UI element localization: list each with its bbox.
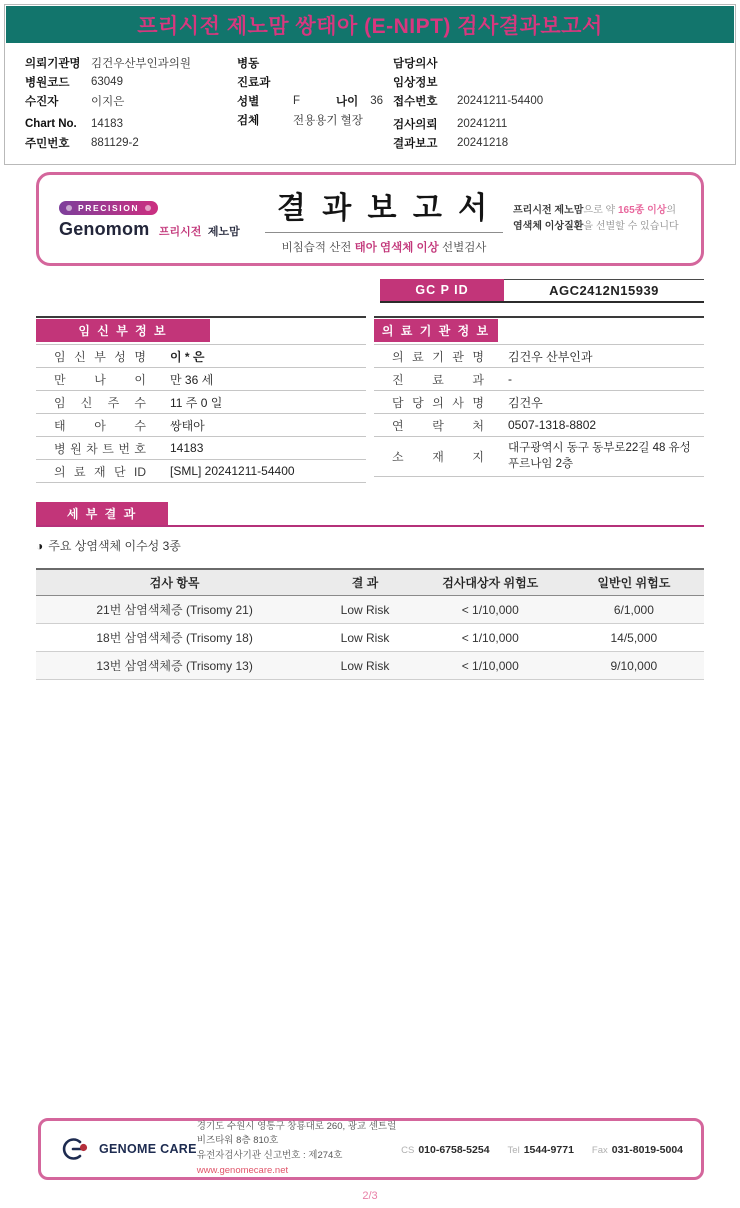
field-clinical-info: 임상정보 xyxy=(393,76,438,89)
field-specimen: 검체 전용용기 혈장 xyxy=(237,114,363,127)
service-tagline: 프리시전 제노맘으로 약 165종 이상의 염색체 이상질환을 선별할 수 있습니다 xyxy=(513,205,679,232)
clinic-info-table xyxy=(374,316,704,483)
table-row: 임 신 주 수 11 주 0 일 xyxy=(36,391,366,414)
table-row: 의 료 기 관 명 김건우 산부인과 xyxy=(374,345,704,368)
document-title-block xyxy=(255,183,513,255)
col-subject-risk: 검사대상자 위험도 xyxy=(417,569,564,596)
table-row: 병 원 차 트 번 호 14183 xyxy=(36,437,366,460)
details-subtitle: 주요 상염색체 이수성 3종 xyxy=(48,539,181,553)
field-hospital-code: 병원코드 63049 xyxy=(25,75,123,89)
badge-dot-right-icon xyxy=(145,205,151,211)
col-test-item: 검사 항목 xyxy=(36,569,313,596)
footer-address-line1: 경기도 수원시 영통구 창룡대로 260, 광교 센트럴비즈타워 8층 810호 xyxy=(196,1120,397,1147)
table-row: 만 나 이 만 36 세 xyxy=(36,368,366,391)
table-row: 21번 삼염색체증 (Trisomy 21) Low Risk < 1/10,000 6/1,000 xyxy=(36,596,704,624)
mother-info-header: 임 신 부 정 보 xyxy=(36,318,366,345)
footer-website: www.genomecare.net xyxy=(196,1164,289,1176)
gcpid-row xyxy=(380,279,704,303)
result-document xyxy=(36,172,704,680)
gcpid-value: AGC2412N15939 xyxy=(504,279,704,301)
field-request-date: 검사의뢰 20241211 xyxy=(393,117,508,131)
table-row: 의 료 재 단 ID [SML] 20241211-54400 xyxy=(36,460,366,483)
field-ward: 병동 xyxy=(237,57,260,70)
field-department: 진료과 xyxy=(237,76,271,89)
brand-name-line xyxy=(59,219,255,240)
table-row: 18번 삼염색체증 (Trisomy 18) Low Risk < 1/10,000 14/5,000 xyxy=(36,624,704,652)
table-row: 담 당 의 사 명 김건우 xyxy=(374,391,704,414)
field-report-date: 결과보고 20241218 xyxy=(393,136,509,150)
gcpid-label: GC P ID xyxy=(380,279,504,301)
field-sex-age: 성별 F 나이 36 xyxy=(237,94,384,108)
genomom-logo xyxy=(59,198,255,240)
col-population-risk: 일반인 위험도 xyxy=(564,569,704,596)
brand-name-en: Genomom xyxy=(59,219,150,239)
contact-cs: CS 010-6758-5254 xyxy=(401,1144,490,1156)
report-title-bar xyxy=(6,6,734,43)
page-number: 2/3 xyxy=(362,1190,378,1202)
contact-tel: Tel 1544-9771 xyxy=(507,1144,574,1156)
request-info-grid xyxy=(5,44,735,164)
field-resident-no: 주민번호 881129-2 xyxy=(25,136,139,150)
precision-badge: PRECISION xyxy=(59,201,158,215)
genomecare-logo xyxy=(59,1136,197,1162)
table-row: 연 락 처 0507-1318-8802 xyxy=(374,414,704,437)
table-row: 진 료 과 - xyxy=(374,368,704,391)
footer-box xyxy=(38,1118,704,1180)
footer-brand-name: GENOME CARE xyxy=(99,1142,197,1156)
footer-address-block xyxy=(197,1120,401,1179)
field-attending-doctor: 담당의사 xyxy=(393,57,438,70)
table-row: 소 재 지 대구광역시 동구 동부로22길 48 유성 푸르나임 2층 xyxy=(374,437,704,477)
results-table xyxy=(36,568,704,680)
document-title: 결 과 보 고 서 xyxy=(276,192,492,225)
details-section-header xyxy=(36,502,704,527)
mother-info-table xyxy=(36,316,366,483)
footer-contacts xyxy=(401,1140,683,1158)
brand-name-kr-accent: 프리시전 xyxy=(158,226,202,238)
page-title: 프리시전 제노맘 쌍태아 (E-NIPT) 검사결과보고서 xyxy=(137,14,603,38)
request-info-col2 xyxy=(237,53,393,152)
field-patient-name: 수진자 이지은 xyxy=(25,95,125,108)
field-chart-no: Chart No. 14183 xyxy=(25,117,123,130)
details-section-title: 세 부 결 과 xyxy=(36,502,168,525)
info-tables xyxy=(36,316,704,483)
table-row: 13번 삼염색체증 (Trisomy 13) Low Risk < 1/10,000 9/10,000 xyxy=(36,652,704,680)
title-divider xyxy=(265,232,503,233)
details-subtitle-row xyxy=(36,537,704,554)
footer xyxy=(38,1118,704,1180)
half-circle-icon: ◑ xyxy=(36,538,44,553)
request-info-col1 xyxy=(25,53,237,152)
table-row: 임 신 부 성 명 이 * 은 xyxy=(36,345,366,368)
field-ordering-clinic: 의뢰기관명 김건우산부인과의원 xyxy=(25,57,191,70)
footer-license-line: 유전자검사기관 신고번호 : 제274호 xyxy=(196,1150,343,1161)
col-result: 결 과 xyxy=(313,569,417,596)
request-info-col3 xyxy=(393,53,725,152)
request-info-panel xyxy=(4,4,736,165)
table-row: 태 아 수 쌍태아 xyxy=(36,414,366,437)
document-subtitle: 비침습적 산전 태아 염색체 이상 선별검사 xyxy=(281,242,487,254)
contact-fax: Fax 031-8019-5004 xyxy=(591,1144,683,1156)
badge-dot-left-icon xyxy=(66,205,72,211)
document-header-band xyxy=(36,172,704,266)
field-receipt-no: 접수번호 20241211-54400 xyxy=(393,94,544,108)
clinic-info-header: 의 료 기 관 정 보 xyxy=(374,318,704,345)
brand-name-kr: 제노맘 xyxy=(207,226,240,238)
genomecare-logo-icon xyxy=(59,1136,93,1162)
results-header-row xyxy=(36,569,704,596)
